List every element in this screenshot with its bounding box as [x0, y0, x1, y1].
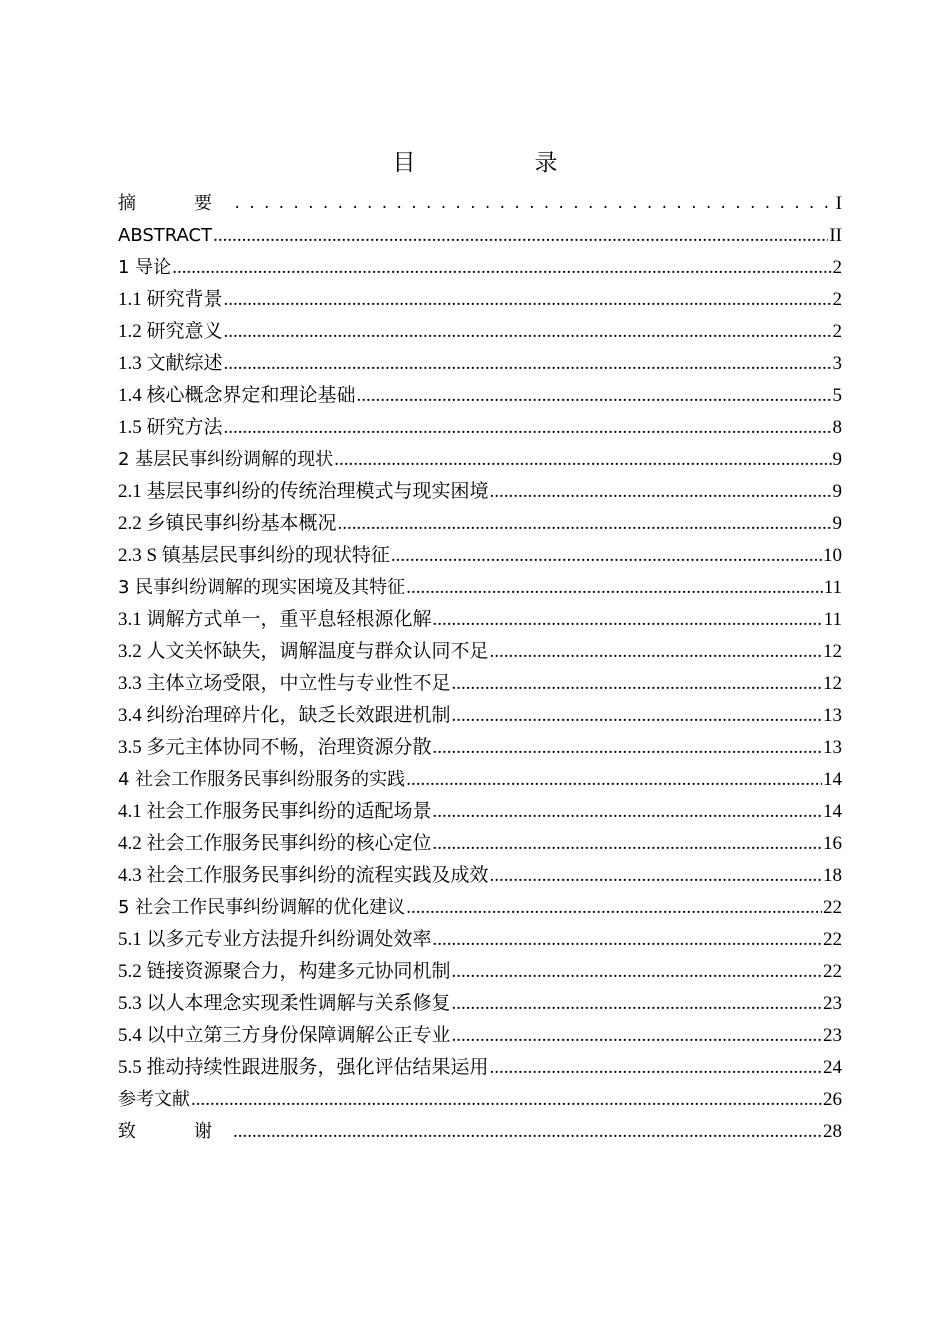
toc-entry-label: 3.1 调解方式单一，重平息轻根源化解 — [118, 609, 432, 630]
toc-entry-page: 9 — [832, 449, 842, 470]
toc-entry-page: 9 — [832, 481, 842, 502]
toc-leader-dots — [357, 380, 832, 412]
toc-leader-dots — [233, 188, 835, 220]
toc-entry-page: 24 — [823, 1057, 842, 1078]
toc-entry-label: 5.4 以中立第三方身份保障调解公正专业 — [118, 1025, 451, 1046]
toc-entry[interactable] — [118, 636, 842, 668]
toc-entry[interactable] — [118, 412, 842, 444]
toc-entry-page: 2 — [832, 289, 842, 310]
toc-leader-dots — [452, 700, 822, 732]
toc-entry-page: 13 — [823, 737, 842, 758]
toc-entry-label: 摘 要 — [118, 193, 232, 214]
toc-entry[interactable] — [118, 220, 842, 252]
toc-entry[interactable] — [118, 764, 842, 796]
toc-leader-dots — [213, 220, 828, 252]
toc-leader-dots — [433, 828, 822, 860]
toc-entry-label: 5.3 以人本理念实现柔性调解与关系修复 — [118, 993, 451, 1014]
toc-entry[interactable] — [118, 828, 842, 860]
toc-entry[interactable] — [118, 188, 842, 220]
toc-entry-page: 23 — [823, 993, 842, 1014]
toc-entry-page: 26 — [823, 1089, 842, 1110]
toc-entry-label: 5.2 链接资源聚合力，构建多元协同机制 — [118, 961, 451, 982]
toc-entry-page: 9 — [832, 513, 842, 534]
toc-entry-page: 2 — [832, 321, 842, 342]
toc-entry[interactable] — [118, 252, 842, 284]
toc-list — [118, 188, 842, 1148]
toc-entry[interactable] — [118, 860, 842, 892]
toc-entry-label: 2.2 乡镇民事纠纷基本概况 — [118, 513, 337, 534]
toc-entry[interactable] — [118, 348, 842, 380]
toc-leader-dots — [224, 348, 832, 380]
toc-entry-label: 4.3 社会工作服务民事纠纷的流程实践及成效 — [118, 865, 489, 886]
toc-entry[interactable] — [118, 540, 842, 572]
toc-entry-page: 3 — [832, 353, 842, 374]
toc-entry-label: 2 基层民事纠纷调解的现状 — [118, 449, 334, 470]
toc-entry-page: 22 — [823, 961, 842, 982]
toc-entry-page: 11 — [823, 609, 842, 630]
toc-entry-page: 14 — [823, 801, 842, 822]
toc-entry-label: 1.4 核心概念界定和理论基础 — [118, 385, 356, 406]
toc-leader-dots — [433, 604, 823, 636]
toc-entry-label: 5.1 以多元专业方法提升纠纷调处效率 — [118, 929, 432, 950]
toc-entry-label: 5 社会工作民事纠纷调解的优化建议 — [118, 897, 406, 918]
toc-entry[interactable] — [118, 796, 842, 828]
toc-entry-page: 18 — [823, 865, 842, 886]
toc-entry-page: I — [835, 193, 842, 214]
toc-leader-dots — [172, 252, 831, 284]
toc-entry-page: 8 — [832, 417, 842, 438]
toc-leader-dots — [224, 412, 832, 444]
toc-entry-page: 10 — [823, 545, 842, 566]
toc-entry-label: 3.3 主体立场受限，中立性与专业性不足 — [118, 673, 451, 694]
toc-entry-label: 致 谢 — [118, 1121, 232, 1142]
toc-entry[interactable] — [118, 1052, 842, 1084]
toc-entry-page: 16 — [823, 833, 842, 854]
toc-leader-dots — [490, 860, 822, 892]
toc-entry-page: II — [829, 225, 842, 246]
toc-entry[interactable] — [118, 508, 842, 540]
toc-entry[interactable] — [118, 924, 842, 956]
toc-leader-dots — [406, 764, 822, 796]
toc-entry-label: 1.2 研究意义 — [118, 321, 223, 342]
toc-entry-label: 1 导论 — [118, 257, 172, 278]
toc-leader-dots — [224, 284, 832, 316]
toc-leader-dots — [490, 636, 822, 668]
toc-leader-dots — [490, 1052, 822, 1084]
toc-entry-label: 2.3 S 镇基层民事纠纷的现状特征 — [118, 545, 390, 566]
toc-entry-page: 22 — [823, 929, 842, 950]
toc-leader-dots — [391, 540, 822, 572]
toc-entry-page: 12 — [823, 641, 842, 662]
toc-leader-dots — [191, 1084, 822, 1116]
toc-entry-label: 3.4 纠纷治理碎片化，缺乏长效跟进机制 — [118, 705, 451, 726]
toc-entry-page: 13 — [823, 705, 842, 726]
toc-leader-dots — [224, 316, 832, 348]
toc-entry-label: 3.2 人文关怀缺失，调解温度与群众认同不足 — [118, 641, 489, 662]
toc-leader-dots — [334, 444, 831, 476]
toc-entry-label: 参考文献 — [118, 1089, 190, 1110]
toc-entry-page: 14 — [823, 769, 842, 790]
toc-leader-dots — [338, 508, 832, 540]
toc-entry-page: 2 — [832, 257, 842, 278]
toc-entry[interactable] — [118, 1020, 842, 1052]
toc-entry-label: 1.3 文献综述 — [118, 353, 223, 374]
toc-entry[interactable] — [118, 476, 842, 508]
toc-entry[interactable] — [118, 956, 842, 988]
toc-leader-dots — [433, 732, 822, 764]
toc-entry-label: 4.1 社会工作服务民事纠纷的适配场景 — [118, 801, 432, 822]
toc-leader-dots — [490, 476, 832, 508]
toc-entry-label: 3 民事纠纷调解的现实困境及其特征 — [118, 577, 406, 598]
toc-leader-dots — [406, 892, 822, 924]
toc-entry[interactable] — [118, 284, 842, 316]
toc-entry[interactable] — [118, 444, 842, 476]
toc-entry-label: ABSTRACT — [118, 225, 213, 246]
toc-entry[interactable] — [118, 668, 842, 700]
toc-entry-label: 2.1 基层民事纠纷的传统治理模式与现实困境 — [118, 481, 489, 502]
toc-entry-label: 1.5 研究方法 — [118, 417, 223, 438]
toc-entry[interactable] — [118, 892, 842, 924]
toc-entry[interactable] — [118, 604, 842, 636]
toc-entry-page: 11 — [823, 577, 842, 598]
toc-entry-page: 23 — [823, 1025, 842, 1046]
toc-entry-label: 5.5 推动持续性跟进服务，强化评估结果运用 — [118, 1057, 489, 1078]
toc-leader-dots — [433, 796, 822, 828]
toc-entry-page: 28 — [823, 1121, 842, 1142]
toc-entry[interactable] — [118, 732, 842, 764]
toc-title: 目 录 — [392, 150, 606, 176]
toc-entry-label: 3.5 多元主体协同不畅，治理资源分散 — [118, 737, 432, 758]
toc-leader-dots — [452, 956, 822, 988]
toc-entry[interactable] — [118, 380, 842, 412]
toc-entry[interactable] — [118, 572, 842, 604]
toc-entry-label: 4 社会工作服务民事纠纷服务的实践 — [118, 769, 406, 790]
toc-entry-page: 12 — [823, 673, 842, 694]
toc-leader-dots — [233, 1116, 822, 1148]
toc-leader-dots — [452, 668, 822, 700]
toc-entry[interactable] — [118, 988, 842, 1020]
toc-entry-label: 4.2 社会工作服务民事纠纷的核心定位 — [118, 833, 432, 854]
toc-entry[interactable] — [118, 1084, 842, 1116]
toc-entry[interactable] — [118, 316, 842, 348]
toc-entry[interactable] — [118, 700, 842, 732]
toc-leader-dots — [452, 988, 822, 1020]
toc-entry-page: 5 — [832, 385, 842, 406]
toc-leader-dots — [452, 1020, 822, 1052]
toc-entry-label: 1.1 研究背景 — [118, 289, 223, 310]
toc-entry[interactable] — [118, 1116, 842, 1148]
toc-leader-dots — [406, 572, 823, 604]
toc-leader-dots — [433, 924, 822, 956]
toc-entry-page: 22 — [823, 897, 842, 918]
